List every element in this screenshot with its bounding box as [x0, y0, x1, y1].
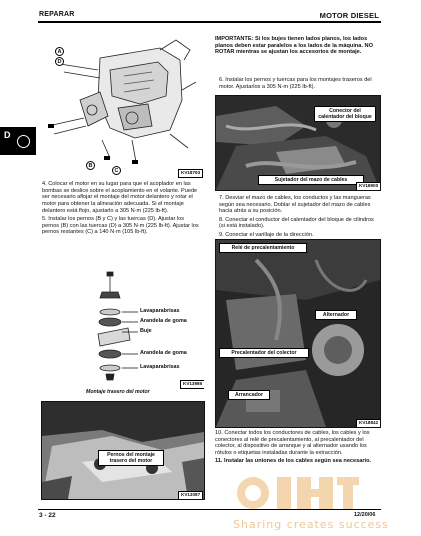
engine-section-icon [17, 135, 30, 148]
label-lavaparabrisas-bottom: Lavaparabrisas [140, 364, 180, 370]
step-9: 9. Conectar el varillaje de la dirección. [219, 231, 314, 238]
engine-exploded-figure [40, 30, 204, 176]
starter-callout: Arrancador [228, 390, 270, 400]
figure-code: KV13986 [180, 380, 204, 389]
step-5: 5. Instalar los pernos (B y C) y las tuercas (D). Ajustar los pernos (B) con las tuercas (D) a 305 N·m (225 lb-ft). Ajustar los pernos restantes (C) a 140 N·m (105 lb-ft). [42, 216, 199, 236]
page-number: 3 - 22 [39, 512, 56, 519]
label-arandela-bottom: Arandela de goma [140, 350, 187, 356]
figure-caption: Montaje trasero del motor [86, 389, 150, 395]
block-heater-photo [215, 95, 381, 191]
callout-a: A [55, 47, 64, 56]
section-tab [0, 127, 36, 155]
harness-clamp-callout: Sujetador del mazo de cables [258, 175, 364, 185]
steps-right [219, 195, 381, 240]
label-buje: Buje [140, 328, 152, 334]
step-11: 11. Instalar las uniones de los cables según sea necesario. [215, 458, 372, 465]
label-arandela-top: Arandela de goma [140, 318, 187, 324]
section-tab-letter: D [4, 130, 11, 140]
step-8: 8. Conectar el conductor del calentador del bloque de cilindros (si está instalado). [219, 216, 374, 230]
revision-date: 12/20/06 [354, 512, 376, 518]
step-10: 10. Conectar todos los conductores de cables, los cables y los conectores al relé de precalentamiento, al precalentador del colector, al dispositivo de arranque y al alternador usando los rótulos o etiquetas instaladas durante la extracción. [215, 430, 370, 457]
glow-relay-callout: Relé de precalentamiento [219, 243, 307, 253]
footer-rule [38, 509, 381, 510]
mount-stack-drawing [40, 270, 204, 396]
engine-line-drawing [40, 30, 204, 176]
step-4: 4. Colocar el motor en su lugar para que el acoplador en las bombas se deslice sobre el acoplamiento en el volante. Puede ser necesario aflojar el montaje del motor delantero y rotar el motor para obtener la alineación adecuada. Si el montaje delantero está flojo, ajustarlo a 305 N·m (225 lb-ft). [42, 181, 198, 214]
step-7: 7. Desviar el mazo de cables, los conductos y las mangueras según sea necesario. Doblar el sujetador del mazo de cables hacia atrás a su posición. [219, 195, 371, 215]
block-heater-connector-callout: Conector del calentador del bloque [314, 106, 376, 122]
label-lavaparabrisas-top: Lavaparabrisas [140, 308, 180, 314]
callout-b: B [86, 161, 95, 170]
figure-code: KV18842 [356, 419, 381, 428]
watermark-logo [233, 465, 363, 520]
callout-c: C [112, 166, 121, 175]
steps-left [42, 181, 202, 238]
chapter-header: MOTOR DIESEL [319, 11, 379, 20]
rear-mount-figure [40, 270, 204, 396]
callout-d: D [55, 57, 64, 66]
watermark-text: Sharing creates success [233, 518, 389, 531]
step-6: 6. Instalar los pernos y tuercas para los montajes traseros del motor. Ajustarlos a 305 N·m (225 lb-ft). [219, 77, 372, 90]
manifold-preheater-callout: Precalentador del colector [219, 348, 309, 358]
alternator-callout: Alternador [315, 310, 357, 320]
section-header: REPARAR [39, 11, 75, 18]
important-note: IMPORTANTE: Si los bujes tienen lados planos, los lados planos deben estar paralelos a los lados de la máquina. NO ROTAR mientras se ajustan los accesorios de montaje. [215, 36, 373, 56]
mount-bolts-callout: Pernos del montaje trasero del motor [98, 450, 164, 466]
figure-code: KV18793 [178, 169, 203, 178]
glow-relay-photo [215, 239, 381, 428]
figure-code: KV18900 [356, 182, 381, 191]
header-rule [38, 21, 381, 23]
steps-bottom [215, 430, 381, 467]
figure-code: KV13087 [178, 491, 203, 500]
rear-mount-photo [41, 401, 205, 500]
